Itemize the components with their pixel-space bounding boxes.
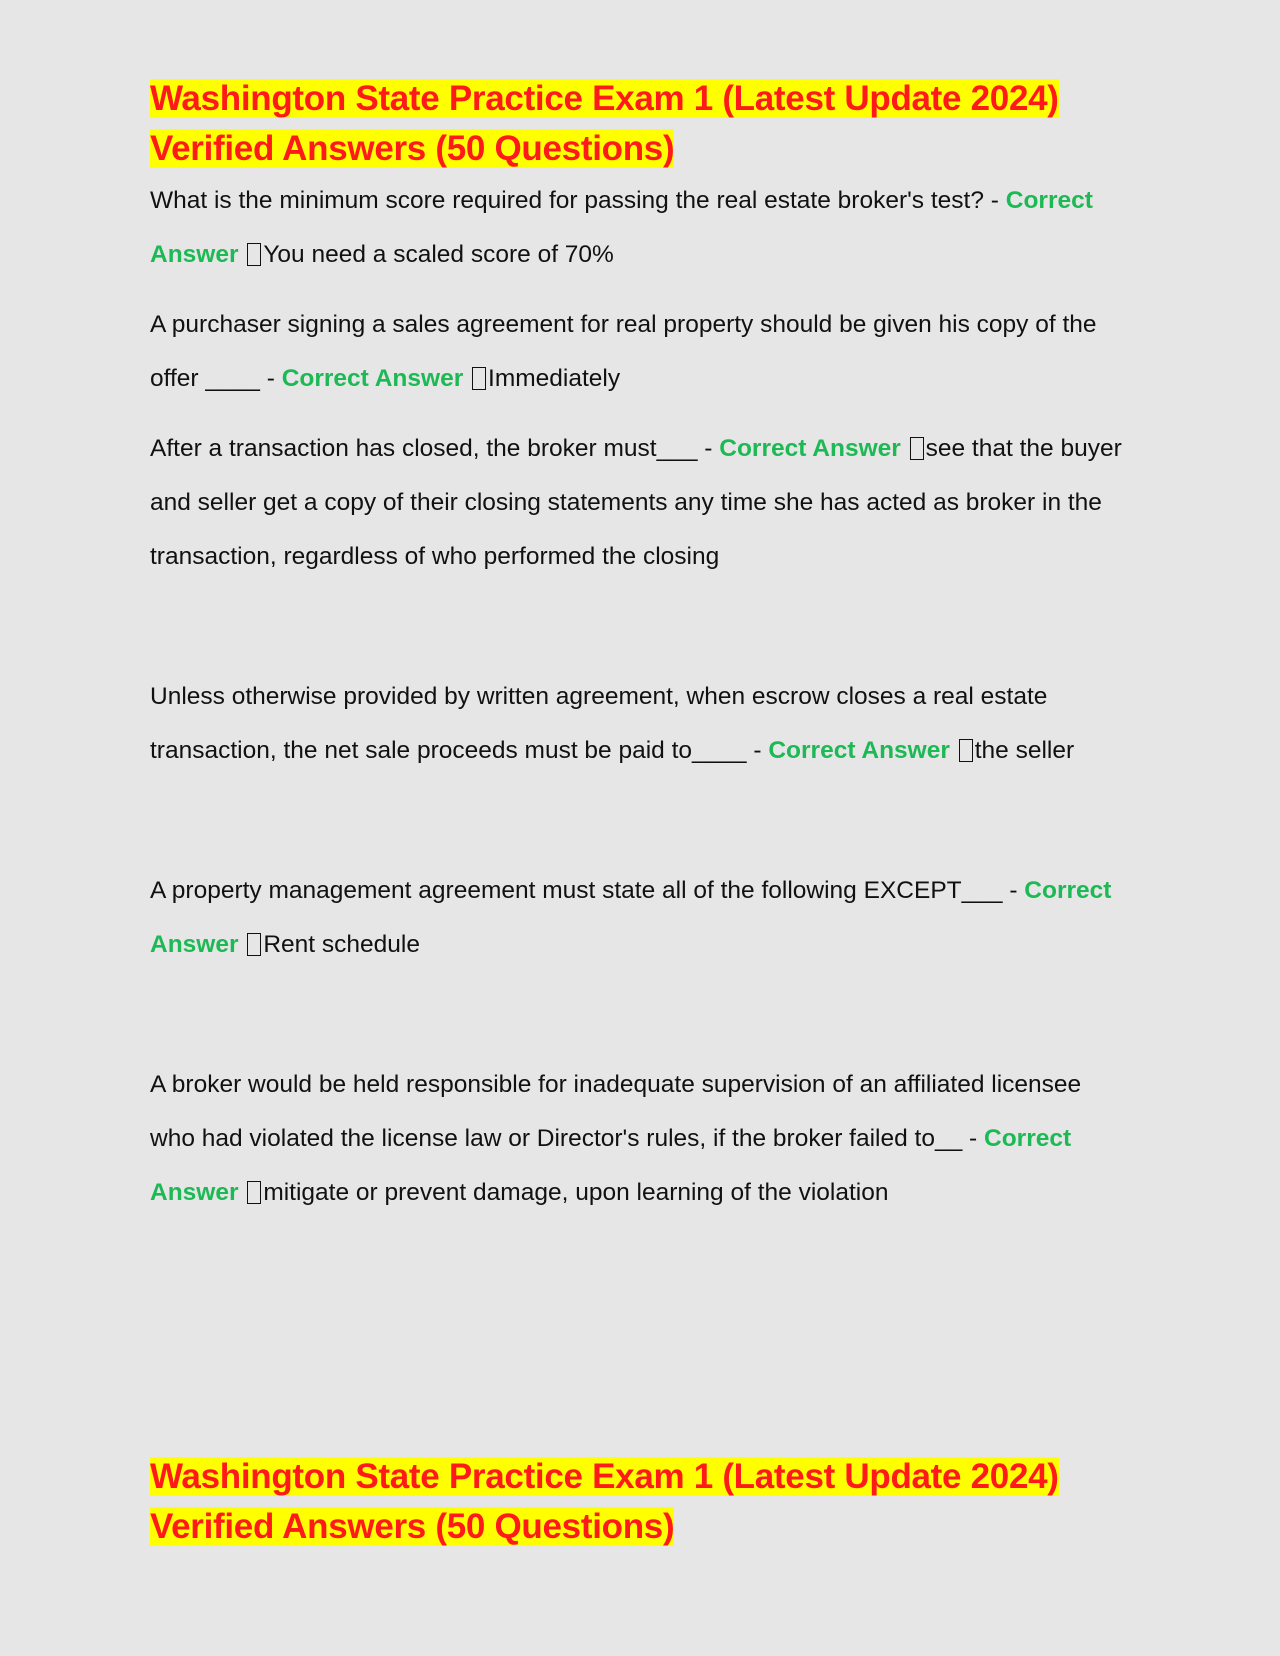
question-text: After a transaction has closed, the broker must___ — [150, 435, 698, 462]
question-text: Unless otherwise provided by written agreement, when escrow closes a real estate transaction, the net sale proceeds must be paid to____ — [150, 683, 1048, 764]
qa-item — [150, 864, 1130, 972]
separator: - — [259, 365, 282, 392]
missing-glyph-box-icon — [959, 739, 973, 762]
separator: - — [1002, 877, 1025, 904]
document-title — [150, 74, 1130, 174]
answer-text: the seller — [974, 737, 1075, 764]
correct-answer-label: Correct Answer — [150, 1125, 1072, 1206]
answer-text: Immediately — [488, 365, 621, 392]
separator: - — [962, 1125, 985, 1152]
answer-text: Rent schedule — [263, 931, 420, 958]
qa-item — [150, 298, 1130, 406]
title-highlight: Washington State Practice Exam 1 (Latest Update 2024) Verified Answers (50 Questions) — [150, 79, 1059, 168]
answer-text: You need a scaled score of 70% — [263, 241, 614, 268]
question-text: A broker would be held responsible for inadequate supervision of an affiliated licensee who had violated the license law or Director's rules, if the broker failed to__ — [150, 1071, 1082, 1152]
qa-item — [150, 670, 1130, 778]
answer-text: mitigate or prevent damage, upon learning of the violation — [263, 1179, 889, 1206]
question-text: What is the minimum score required for passing the real estate broker's test? — [150, 187, 984, 214]
qa-item — [150, 174, 1130, 282]
correct-answer-label: Correct Answer — [150, 187, 1093, 268]
correct-answer-label: Correct Answer — [150, 877, 1112, 958]
question-text: A property management agreement must state all of the following EXCEPT___ — [150, 877, 1003, 904]
repeated-document-title — [150, 1452, 1130, 1552]
missing-glyph-box-icon — [247, 933, 261, 956]
answer-text: see that the buyer and seller get a copy of their closing statements any time she has acted as broker in the transaction, regardless of who performed the closing — [150, 435, 1122, 570]
separator: - — [983, 187, 1006, 214]
correct-answer-label: Correct Answer — [281, 365, 464, 392]
missing-glyph-box-icon — [910, 437, 924, 460]
correct-answer-label: Correct Answer — [719, 435, 901, 462]
title-highlight: Washington State Practice Exam 1 (Latest Update 2024) Verified Answers (50 Questions) — [150, 1457, 1059, 1546]
qa-item — [150, 422, 1130, 584]
document-page — [150, 74, 1130, 1546]
separator: - — [697, 435, 720, 462]
separator: - — [746, 737, 769, 764]
qa-item — [150, 1058, 1130, 1220]
correct-answer-label: Correct Answer — [768, 737, 950, 764]
missing-glyph-box-icon — [247, 1181, 261, 1204]
missing-glyph-box-icon — [247, 243, 261, 266]
missing-glyph-box-icon — [472, 367, 486, 390]
question-text: A purchaser signing a sales agreement for real property should be given his copy of the offer ____ — [150, 311, 1097, 392]
